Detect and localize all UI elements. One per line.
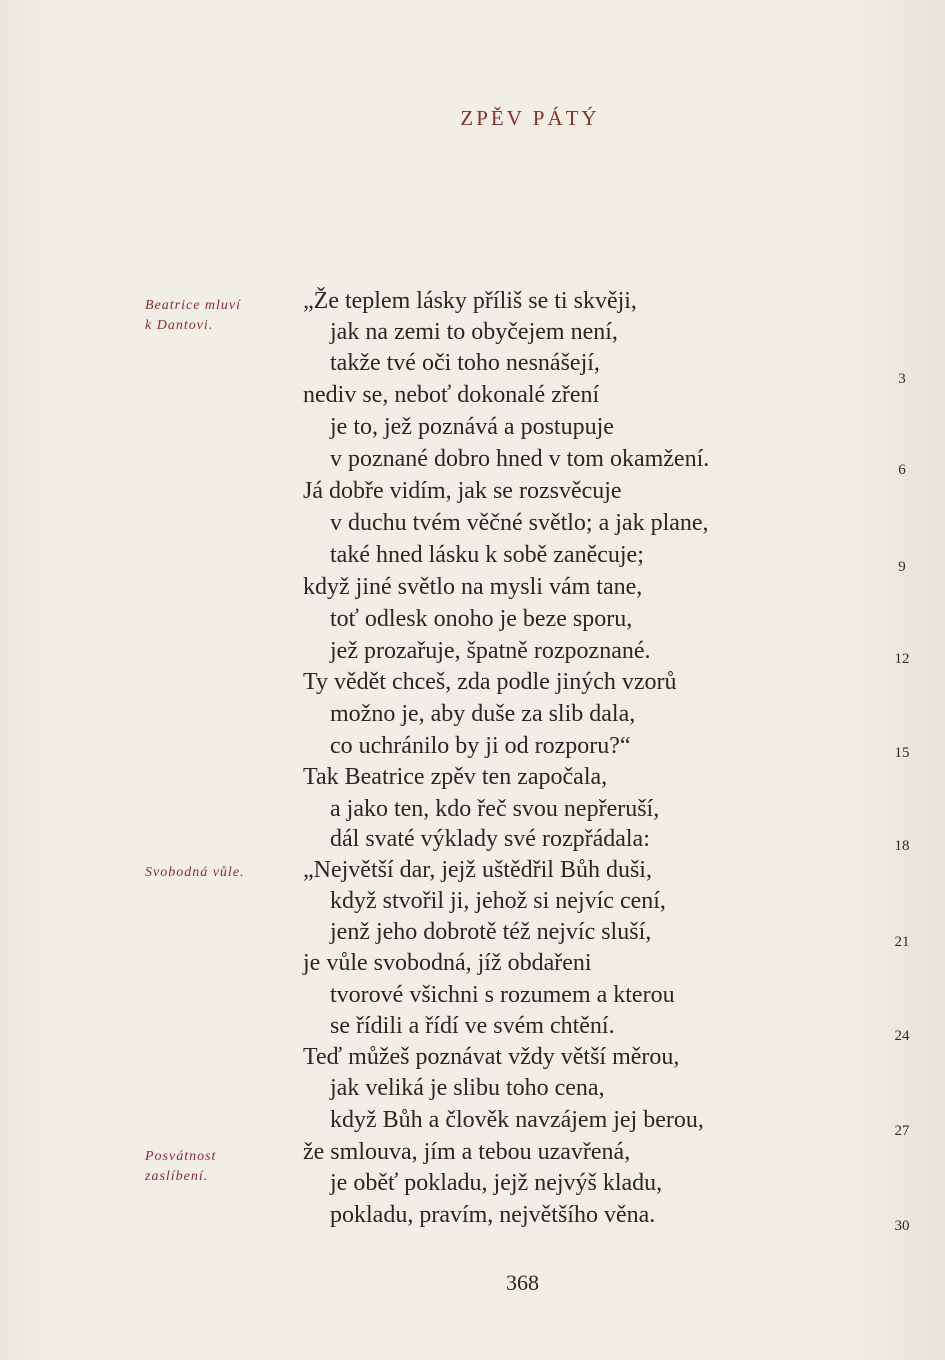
verse-line: jenž jeho dobrotě též nejvíc sluší, bbox=[330, 919, 652, 945]
verse-line: „Že teplem lásky příliš se ti skvěji, bbox=[303, 288, 637, 314]
gloss-beatrice-speaks bbox=[145, 296, 241, 336]
verse-line: když stvořil ji, jehož si nejvíc cení, bbox=[330, 888, 666, 914]
verse-line: když Bůh a člověk navzájem jej berou, bbox=[330, 1107, 704, 1133]
verse-line: co uchránilo by ji od rozporu?“ bbox=[330, 733, 631, 759]
line-number: 9 bbox=[898, 559, 906, 575]
verse-line: se řídili a řídí ve svém chtění. bbox=[330, 1013, 615, 1039]
line-number: 12 bbox=[894, 651, 910, 667]
verse-line: je to, jež poznává a postupuje bbox=[330, 414, 614, 440]
gloss-line: k Dantovi. bbox=[145, 318, 214, 333]
verse-line: pokladu, pravím, největšího věna. bbox=[330, 1202, 656, 1228]
verse-line: dál svaté výklady své rozpřádala: bbox=[330, 826, 650, 852]
verse-line: nediv se, neboť dokonalé zření bbox=[303, 382, 600, 408]
verse-line: Ty vědět chceš, zda podle jiných vzorů bbox=[303, 669, 677, 695]
canto-title: ZPĚV PÁTÝ bbox=[460, 106, 600, 130]
gloss-free-will bbox=[145, 863, 245, 883]
verse-line: Tak Beatrice zpěv ten započala, bbox=[303, 764, 608, 790]
verse-line: když jiné světlo na mysli vám tane, bbox=[303, 574, 643, 600]
line-number: 6 bbox=[898, 462, 906, 478]
verse-line: také hned lásku k sobě zaněcuje; bbox=[330, 542, 644, 568]
line-number: 27 bbox=[894, 1123, 910, 1139]
verse-line: v duchu tvém věčné světlo; a jak plane, bbox=[330, 510, 709, 536]
verse-line: je oběť pokladu, jejž nejvýš kladu, bbox=[330, 1170, 663, 1196]
verse-line: a jako ten, kdo řeč svou nepřeruší, bbox=[330, 796, 660, 822]
verse-line: možno je, aby duše za slib dala, bbox=[330, 701, 636, 727]
verse-line: tvorové všichni s rozumem a kterou bbox=[330, 982, 675, 1008]
gloss-line: Svobodná vůle. bbox=[145, 865, 245, 880]
gloss-line: Beatrice mluví bbox=[145, 298, 242, 313]
verse-line: je vůle svobodná, jíž obdařeni bbox=[303, 950, 592, 976]
verse-line: Já dobře vidím, jak se rozsvěcuje bbox=[303, 478, 622, 504]
line-number: 30 bbox=[894, 1218, 910, 1234]
gloss-line: zaslíbení. bbox=[145, 1169, 209, 1184]
verse-line: „Největší dar, jejž uštědřil Bůh duši, bbox=[303, 857, 652, 883]
line-number: 15 bbox=[894, 745, 910, 761]
verse-line: toť odlesk onoho je beze sporu, bbox=[330, 606, 633, 632]
line-number: 3 bbox=[898, 371, 906, 387]
verse-line: jež prozařuje, špatně rozpoznané. bbox=[330, 638, 651, 664]
gloss-line: Posvátnost bbox=[145, 1149, 217, 1164]
line-number: 24 bbox=[894, 1028, 910, 1044]
verse-line: takže tvé oči toho nesnášejí, bbox=[330, 350, 600, 376]
verse-line: že smlouva, jím a tebou uzavřená, bbox=[303, 1139, 631, 1165]
line-number: 21 bbox=[894, 934, 910, 950]
line-number: 18 bbox=[894, 838, 910, 854]
verse-line: v poznané dobro hned v tom okamžení. bbox=[330, 446, 710, 472]
gloss-sanctity-vow bbox=[145, 1147, 216, 1187]
page-number: 368 bbox=[506, 1270, 539, 1295]
verse-line: jak veliká je slibu toho cena, bbox=[330, 1075, 605, 1101]
verse-line: Teď můžeš poznávat vždy větší měrou, bbox=[303, 1044, 680, 1070]
verse-line: jak na zemi to obyčejem není, bbox=[330, 319, 618, 345]
